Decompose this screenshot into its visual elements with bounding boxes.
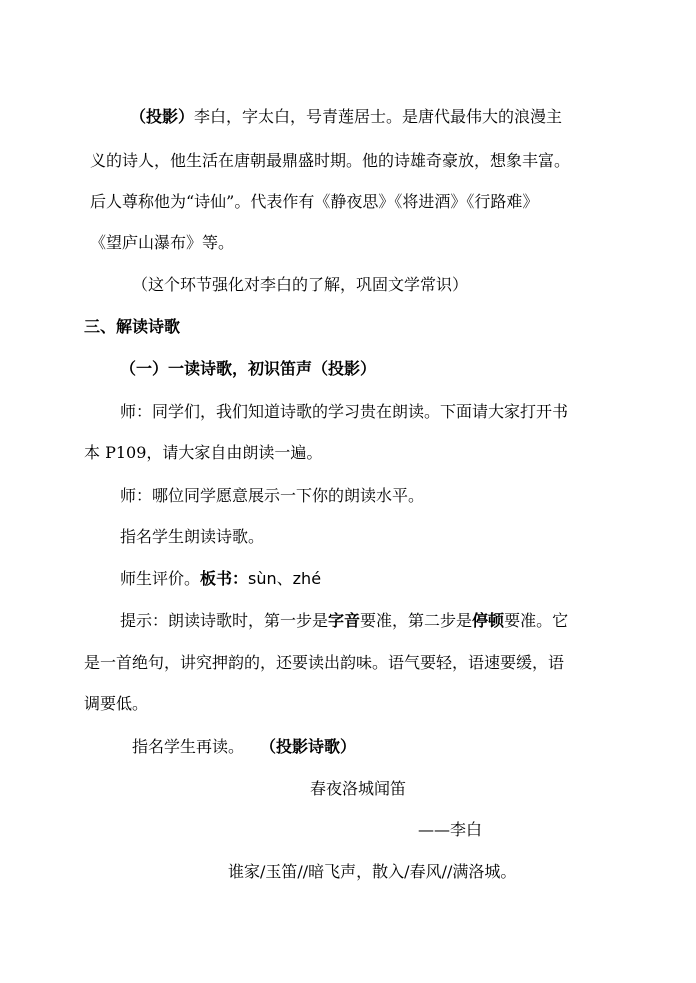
board-writing-label: 板书： [200, 569, 249, 588]
intro-line-3: 后人尊称他为“诗仙”。代表作有《静夜思》《将进酒》《行路难》 [90, 192, 539, 211]
poem-line-1: 谁家/玉笛//暗飞声，散入/春风//满洛城。 [228, 862, 517, 881]
intro-line-2: 义的诗人，他生活在唐朝最鼎盛时期。他的诗雄奇豪放，想象丰富。 [90, 151, 571, 170]
paragraph-1-line-2: 本 P109，请大家自由朗读一遍。 [84, 443, 323, 462]
intro-text-1: 李白，字太白，号青莲居士。是唐代最伟大的浪漫主 [194, 107, 563, 126]
intro-line-1 [130, 107, 675, 127]
tip-text-e: 要准。它 [504, 611, 569, 630]
pinyin-text: sùn、zhé [248, 569, 322, 588]
tip-text-c: 要准，第二步是 [360, 611, 473, 630]
tip-bold-pronunciation: 字音 [328, 611, 361, 630]
subsection-heading: （一）一读诗歌，初识笛声（投影） [120, 359, 377, 378]
paragraph-5-line-1 [120, 611, 568, 631]
paragraph-3: 指名学生朗读诗歌。 [120, 527, 265, 546]
paragraph-6 [132, 737, 356, 757]
intro-line-4: 《望庐山瀑布》等。 [90, 233, 235, 252]
paragraph-5-line-3: 调要低。 [84, 694, 149, 713]
paragraph-4 [120, 569, 321, 589]
reread-text: 指名学生再读。 [132, 737, 245, 756]
paragraph-1-line-1: 师：同学们，我们知道诗歌的学习贵在朗读。下面请大家打开书 [120, 402, 569, 421]
projection-label: （投影） [130, 107, 195, 126]
intro-note: （这个环节强化对李白的了解，巩固文学常识） [132, 275, 469, 294]
poem-title: 春夜洛城闻笛 [310, 779, 407, 798]
paragraph-5-line-2: 是一首绝句，讲究押韵的，还要读出韵味。语气要轻，语速要缓，语 [84, 653, 565, 672]
poem-author: ——李白 [418, 820, 483, 839]
evaluation-text: 师生评价。 [120, 569, 201, 588]
section-heading: 三、解读诗歌 [84, 317, 181, 336]
paragraph-2: 师：哪位同学愿意展示一下你的朗读水平。 [120, 486, 425, 505]
tip-bold-pause: 停顿 [472, 611, 505, 630]
tip-text-a: 提示：朗读诗歌时，第一步是 [120, 611, 329, 630]
projection-poem-label: （投影诗歌） [260, 737, 357, 756]
